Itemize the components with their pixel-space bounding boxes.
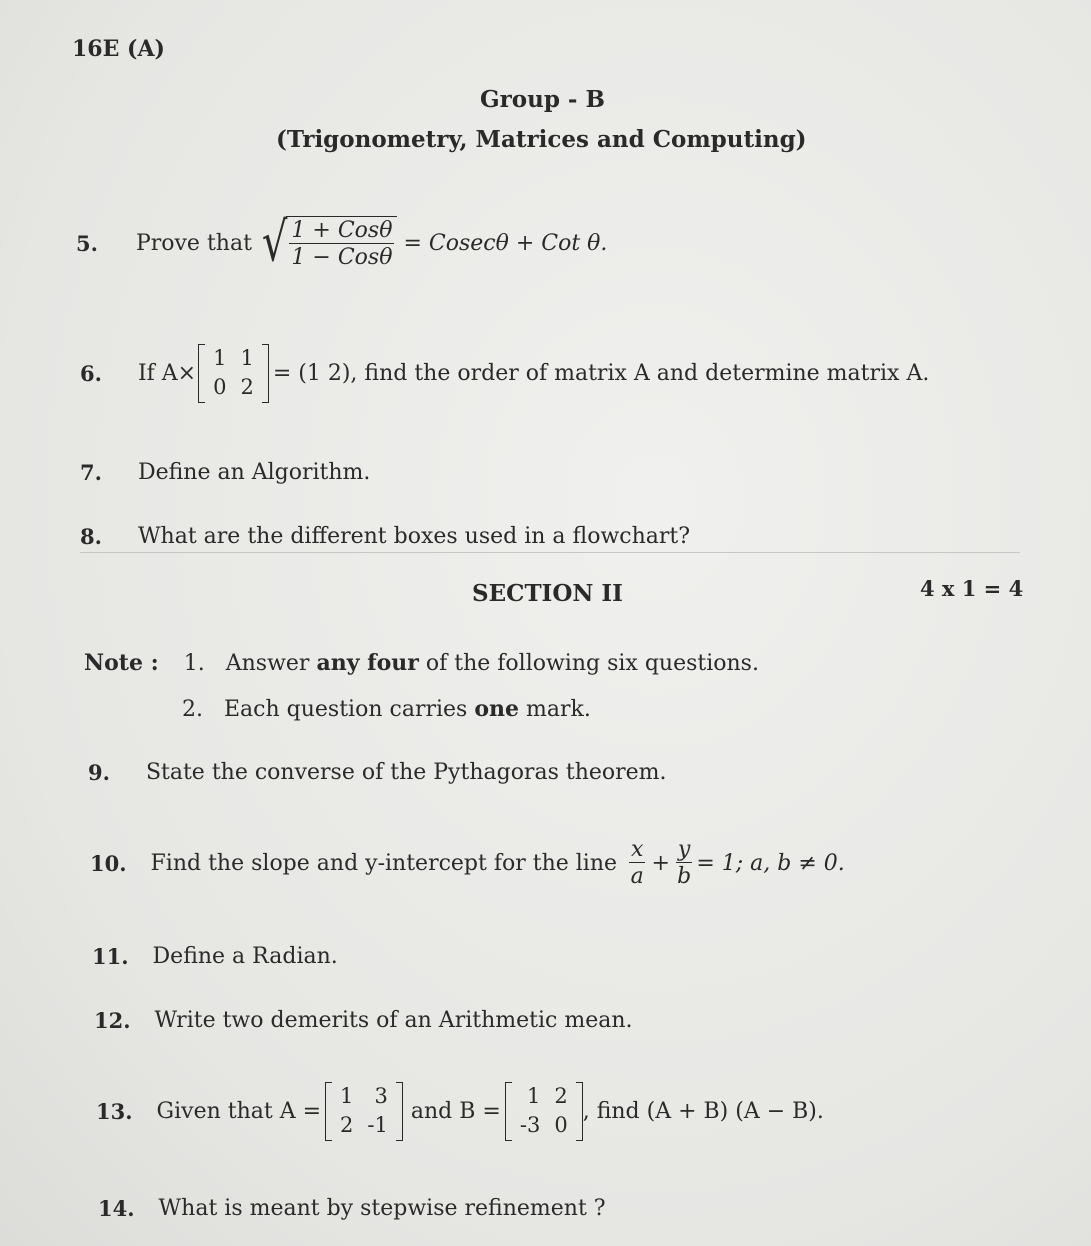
fraction-denominator: 1 − Cosθ (291, 245, 393, 271)
note-item-number: 1. (183, 651, 205, 676)
fraction-x-over-a (629, 838, 645, 889)
question-number: 8. (80, 524, 102, 549)
group-subtitle: (Trigonometry, Matrices and Computing) (276, 126, 807, 153)
question-number: 10. (90, 851, 127, 877)
question-text: Define a Radian. (152, 944, 338, 969)
question-10 (90, 838, 845, 889)
question-number: 9. (88, 760, 110, 785)
question-lead: Prove that (135, 230, 252, 256)
note-text: Answer (225, 651, 317, 676)
matrix-cell: 1 (213, 346, 227, 370)
matrix-cell: 2 (554, 1084, 568, 1108)
fraction-numerator: y (677, 837, 691, 862)
note-emphasis: one (474, 696, 519, 722)
divider-line (80, 552, 1020, 553)
note-emphasis: any four (316, 650, 419, 676)
question-number: 12. (94, 1008, 131, 1033)
fraction-numerator: 1 + Cosθ (291, 218, 393, 243)
equation-rhs: = Cosecθ + Cot θ. (403, 230, 608, 256)
plus-sign: + (651, 851, 670, 877)
question-lead: Find the slope and y-intercept for the line (150, 851, 618, 877)
question-text: What are the different boxes used in a flowchart? (137, 524, 691, 549)
equation-tail: = 1; a, b ≠ 0. (696, 851, 845, 877)
section-marks: 4 x 1 = 4 (920, 576, 1024, 601)
question-lead: If A× (137, 360, 197, 386)
fraction-y-over-b (676, 838, 692, 889)
question-8 (80, 524, 690, 549)
fraction-numerator: x (631, 837, 644, 862)
question-number: 5. (76, 230, 98, 256)
matrix-cell: 3 (374, 1084, 388, 1108)
square-root (261, 212, 398, 275)
question-11 (92, 944, 338, 969)
question-6 (80, 344, 929, 403)
question-14 (98, 1196, 606, 1221)
matrix-cell: 1 (526, 1084, 541, 1108)
matrix-cell: 1 (240, 346, 254, 370)
question-text: Define an Algorithm. (137, 460, 371, 485)
question-lead: Given that A = (156, 1098, 322, 1124)
note-label: Note : (84, 650, 159, 676)
matrix-cell: 2 (340, 1113, 354, 1138)
question-text: = (1 2), find the order of matrix A and determine matrix A. (272, 360, 930, 386)
section-title: SECTION II (472, 580, 623, 607)
question-7 (80, 460, 370, 485)
matrix-cell: 0 (554, 1113, 568, 1138)
matrix-cell: 0 (213, 375, 227, 400)
matrix-cell: -3 (519, 1113, 541, 1138)
fraction-denominator: a (630, 864, 644, 890)
question-12 (94, 1008, 633, 1033)
question-text: What is meant by stepwise refinement ? (158, 1196, 606, 1221)
question-tail: , find (A + B) (A − B). (582, 1098, 824, 1124)
matrix-cell: 2 (240, 375, 254, 400)
radical-sign: √ (261, 212, 288, 275)
question-number: 6. (80, 360, 102, 386)
fraction (289, 219, 394, 270)
note-item-number: 2. (182, 697, 203, 722)
matrix-cell: -1 (367, 1113, 388, 1138)
matrix-2x2 (198, 344, 269, 403)
question-number: 13. (96, 1098, 133, 1124)
question-number: 11. (92, 944, 129, 969)
question-text: Write two demerits of an Arithmetic mean. (154, 1008, 633, 1033)
fraction-denominator: b (677, 864, 692, 890)
note-text: of the following six questions. (418, 651, 759, 676)
question-text: State the converse of the Pythagoras theorem. (145, 760, 667, 785)
note-line-1 (84, 650, 759, 676)
question-13 (96, 1082, 824, 1141)
paper-code: 16E (A) (72, 36, 165, 62)
note-text: mark. (519, 697, 591, 722)
question-number: 7. (80, 460, 102, 485)
matrix-b (505, 1082, 583, 1141)
note-text: Each question carries (224, 697, 475, 722)
matrix-cell: 1 (340, 1084, 354, 1108)
group-title: Group - B (480, 86, 605, 113)
question-mid: and B = (410, 1098, 501, 1124)
note-line-2 (182, 696, 591, 722)
question-5 (76, 212, 608, 275)
question-9 (88, 760, 667, 785)
matrix-a (325, 1082, 403, 1141)
question-number: 14. (98, 1196, 135, 1221)
